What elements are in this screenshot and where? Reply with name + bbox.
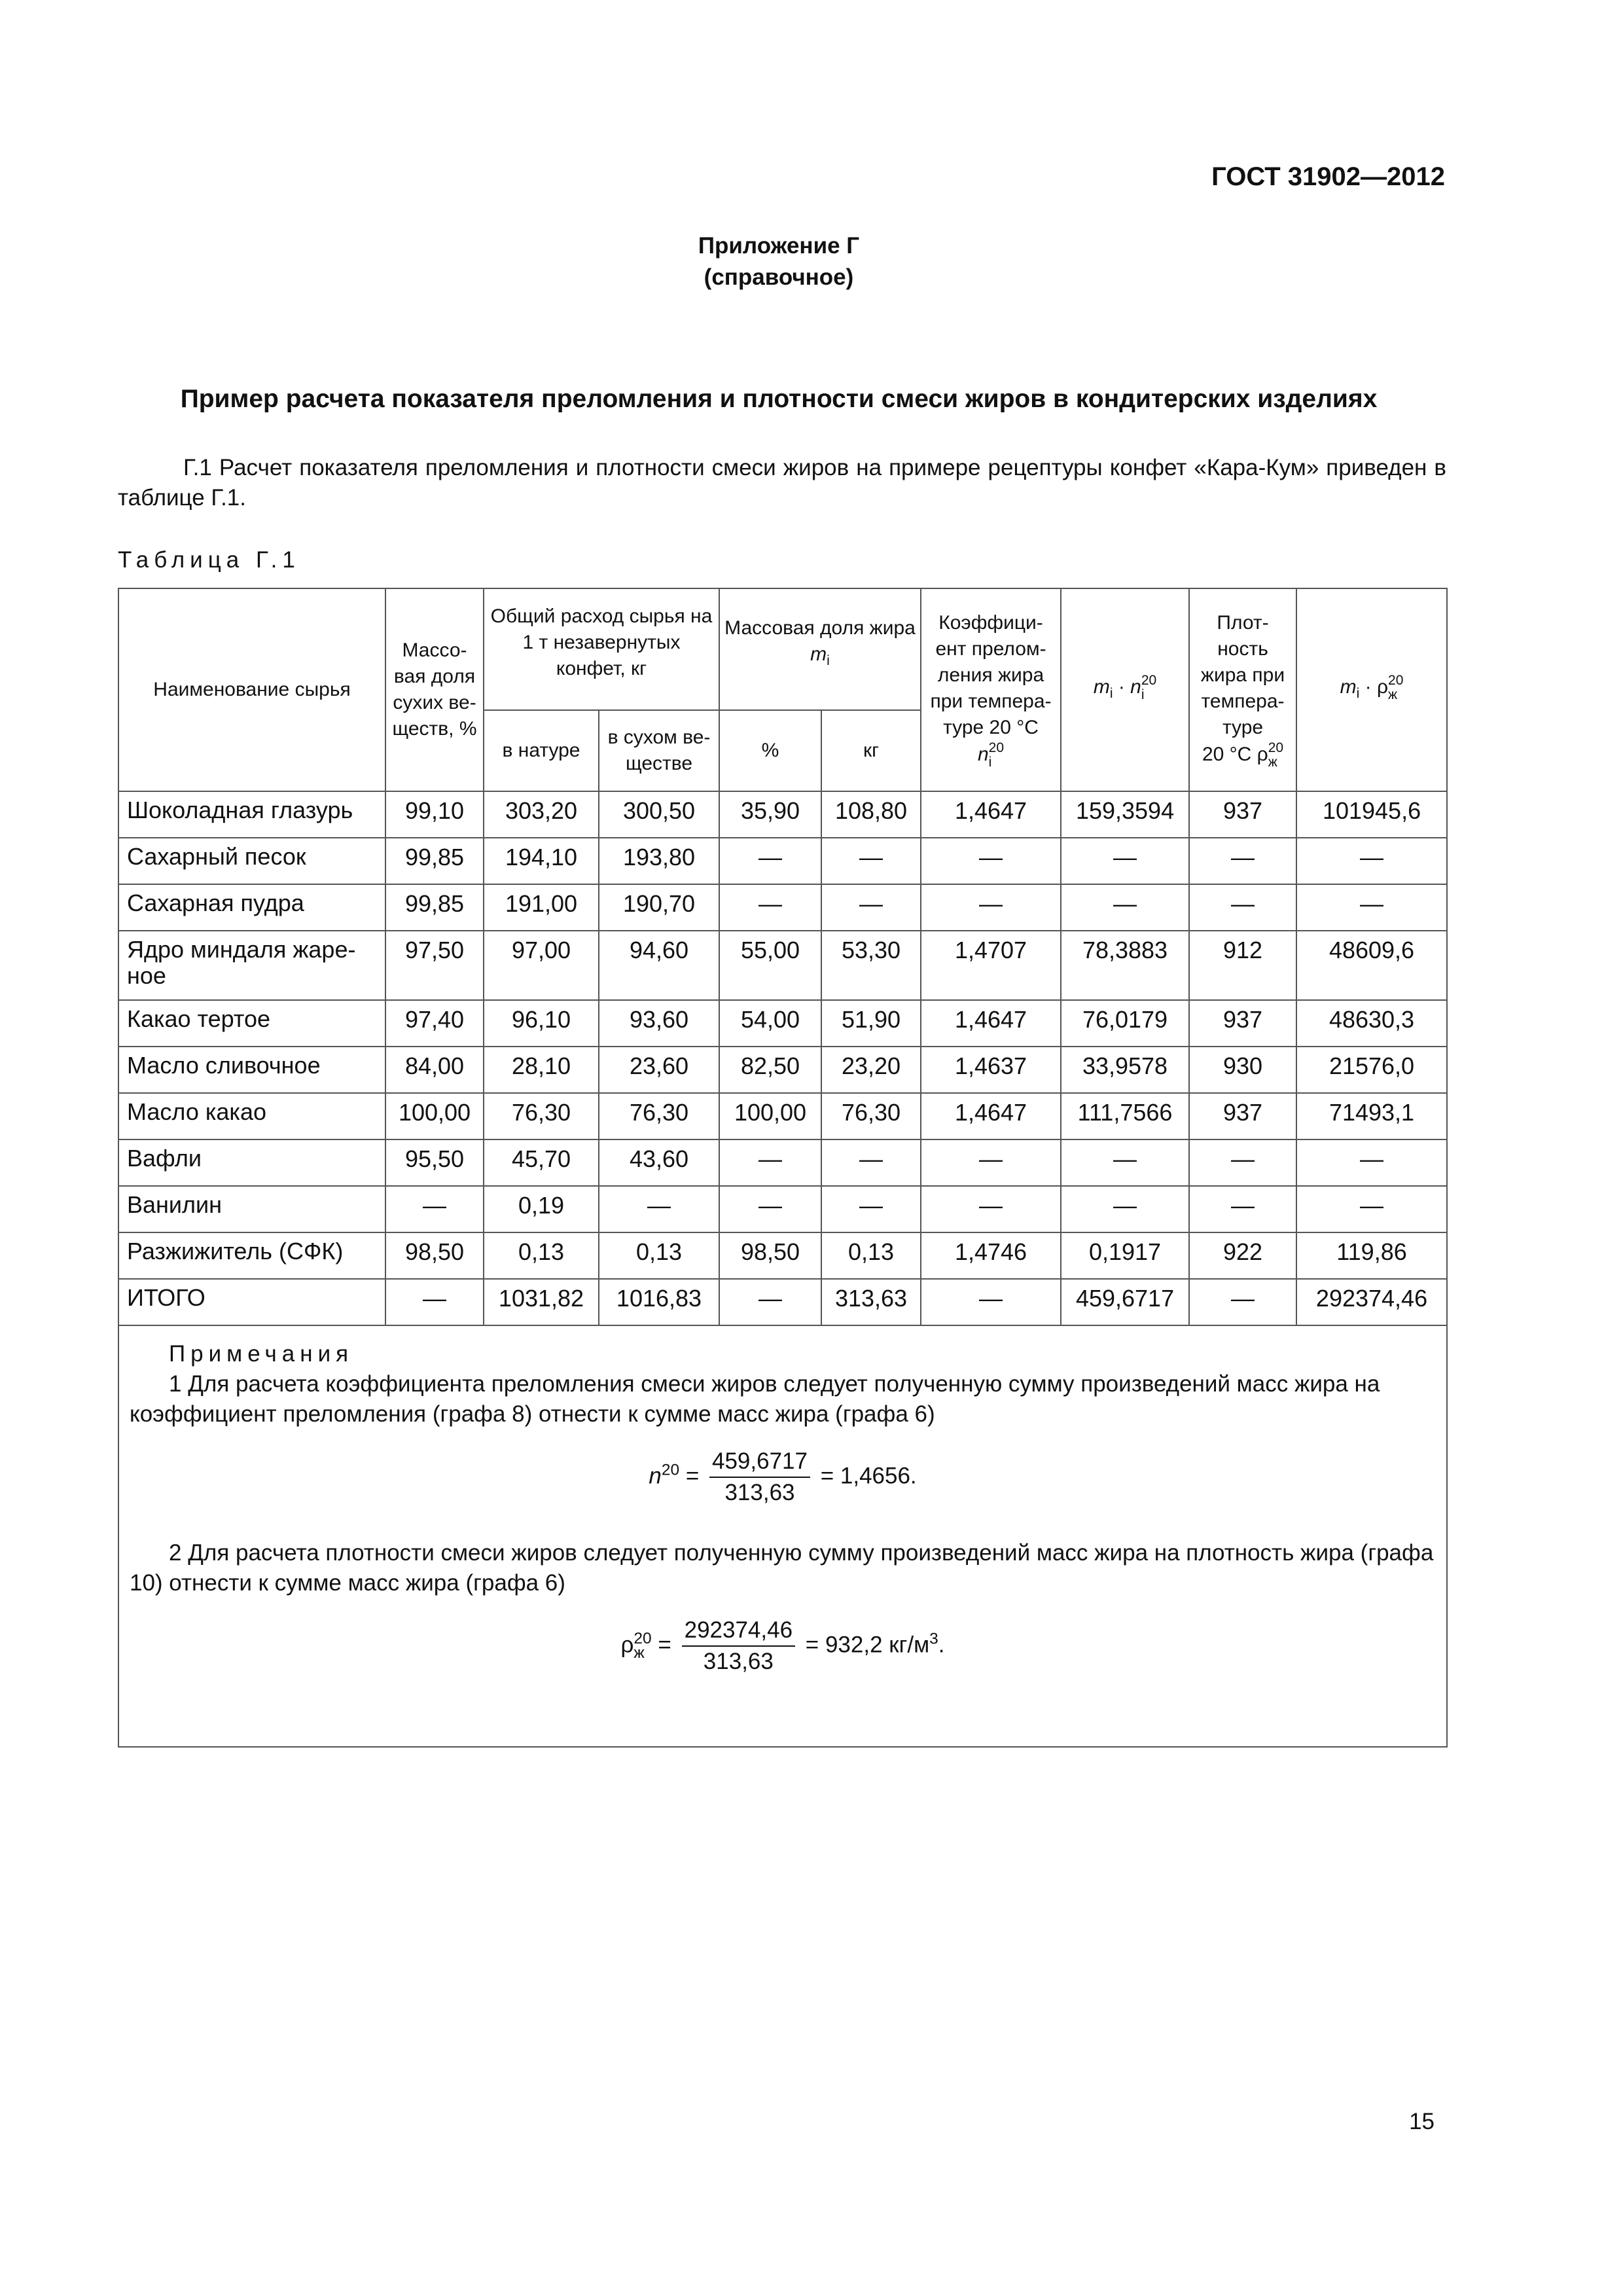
mrho-sup: 20: [1388, 672, 1404, 688]
mrho-m: m: [1340, 675, 1357, 698]
row-value-cell: —: [1189, 1279, 1296, 1325]
row-value-cell: —: [1296, 838, 1447, 884]
mrho-dot: ·: [1364, 675, 1372, 698]
row-value-cell: —: [821, 1139, 921, 1186]
row-value-cell: 33,9578: [1061, 1047, 1189, 1093]
row-value-cell: 912: [1189, 931, 1296, 1000]
mrho-rho: ρ: [1376, 675, 1389, 698]
density-sub: ж: [1268, 755, 1277, 770]
row-value-cell: 76,30: [821, 1093, 921, 1139]
row-value-cell: 1,4637: [921, 1047, 1061, 1093]
row-value-cell: 119,86: [1296, 1232, 1447, 1279]
f2-eq: =: [658, 1632, 671, 1658]
table-row: [118, 1186, 1447, 1232]
row-name-cell: Какао тертое: [118, 1000, 385, 1047]
row-value-cell: 292374,46: [1296, 1279, 1447, 1325]
f2-fraction: [682, 1615, 795, 1677]
row-value-cell: —: [1296, 884, 1447, 931]
row-value-cell: 100,00: [719, 1093, 821, 1139]
row-value-cell: 76,30: [599, 1093, 719, 1139]
f1-denominator: 313,63: [724, 1480, 795, 1505]
mn-n: n: [1130, 675, 1141, 698]
header-pct: %: [719, 710, 821, 791]
f2-indices: [633, 1632, 651, 1660]
row-value-cell: 194,10: [484, 838, 599, 884]
f2-numerator: 292374,46: [682, 1615, 795, 1647]
row-value-cell: —: [719, 884, 821, 931]
row-name-cell: ИТОГО: [118, 1279, 385, 1325]
table-row: [118, 1047, 1447, 1093]
row-value-cell: 78,3883: [1061, 931, 1189, 1000]
header-natural: в натуре: [484, 710, 599, 791]
table-row: [118, 791, 1447, 838]
annex-header: [0, 230, 1558, 293]
table-row: [118, 1139, 1447, 1186]
row-value-cell: 28,10: [484, 1047, 599, 1093]
row-value-cell: —: [821, 838, 921, 884]
row-value-cell: —: [719, 838, 821, 884]
row-value-cell: 459,6717: [1061, 1279, 1189, 1325]
header-name: Наименование сырья: [118, 588, 385, 791]
data-table: [118, 588, 1448, 1748]
header-total-usage: Общий расход сырья на 1 т незавернутых конфет, кг: [484, 588, 719, 710]
row-value-cell: 48609,6: [1296, 931, 1447, 1000]
row-value-cell: —: [1061, 1139, 1189, 1186]
row-value-cell: —: [921, 884, 1061, 931]
formula-density: [130, 1615, 1436, 1677]
f1-result: = 1,4656.: [820, 1463, 917, 1489]
row-value-cell: 0,13: [821, 1232, 921, 1279]
table-row: [118, 1093, 1447, 1139]
formula-refraction: [130, 1446, 1436, 1508]
f2-var: ρ: [620, 1632, 634, 1658]
table-row: [118, 884, 1447, 931]
row-value-cell: 108,80: [821, 791, 921, 838]
row-value-cell: 922: [1189, 1232, 1296, 1279]
row-name-cell: Разжижитель (СФК): [118, 1232, 385, 1279]
note-1: [130, 1369, 1436, 1429]
f2-denominator: 313,63: [703, 1649, 774, 1674]
row-value-cell: 71493,1: [1296, 1093, 1447, 1139]
row-value-cell: 96,10: [484, 1000, 599, 1047]
row-value-cell: 1,4707: [921, 931, 1061, 1000]
row-value-cell: —: [921, 838, 1061, 884]
row-value-cell: —: [921, 1139, 1061, 1186]
row-value-cell: —: [921, 1279, 1061, 1325]
f1-sup: 20: [661, 1461, 680, 1479]
header-fat-fraction: [719, 588, 921, 710]
row-value-cell: —: [719, 1139, 821, 1186]
row-value-cell: 191,00: [484, 884, 599, 931]
mn-m: m: [1093, 675, 1110, 698]
mn-m-sub: i: [1109, 685, 1113, 701]
row-value-cell: 930: [1189, 1047, 1296, 1093]
table-row: [118, 838, 1447, 884]
header-kg: кг: [821, 710, 921, 791]
row-value-cell: 23,60: [599, 1047, 719, 1093]
header-dry: в сухом ве-ществе: [599, 710, 719, 791]
row-value-cell: 94,60: [599, 931, 719, 1000]
row-value-cell: 193,80: [599, 838, 719, 884]
annex-title: Приложение Г: [698, 233, 860, 259]
row-name-cell: Ванилин: [118, 1186, 385, 1232]
row-value-cell: 21576,0: [1296, 1047, 1447, 1093]
row-value-cell: —: [821, 1186, 921, 1232]
row-name-cell: Масло сливочное: [118, 1047, 385, 1093]
row-value-cell: 82,50: [719, 1047, 821, 1093]
row-value-cell: 54,00: [719, 1000, 821, 1047]
row-value-cell: 0,13: [484, 1232, 599, 1279]
row-name-cell: Ядро миндаля жаре-ное: [118, 931, 385, 1000]
row-name-cell: Масло какао: [118, 1093, 385, 1139]
header-density: [1189, 588, 1296, 791]
row-value-cell: —: [719, 1279, 821, 1325]
row-value-cell: 300,50: [599, 791, 719, 838]
row-value-cell: —: [1296, 1186, 1447, 1232]
f2-end: .: [938, 1632, 945, 1658]
density-rho: ρ: [1257, 743, 1268, 765]
f1-fraction: [709, 1446, 810, 1508]
density-temp: 20 °С: [1202, 743, 1252, 765]
row-value-cell: —: [1061, 838, 1189, 884]
row-value-cell: 937: [1189, 1093, 1296, 1139]
mn-sup: 20: [1141, 672, 1157, 688]
row-value-cell: 1,4647: [921, 1000, 1061, 1047]
standard-number: ГОСТ 31902—2012: [1211, 162, 1445, 191]
row-value-cell: 190,70: [599, 884, 719, 931]
row-name-cell: Вафли: [118, 1139, 385, 1186]
row-value-cell: 45,70: [484, 1139, 599, 1186]
intro-paragraph: [118, 453, 1446, 513]
row-value-cell: 0,13: [599, 1232, 719, 1279]
row-value-cell: 1031,82: [484, 1279, 599, 1325]
row-value-cell: 43,60: [599, 1139, 719, 1186]
mrho-indices: [1388, 673, 1403, 702]
header-m-n: [1061, 588, 1189, 791]
note-2-text: 2 Для расчета плотности смеси жиров следует полученную сумму произведений масс жира на плотность жира (графа 10) отнести к сумме масс жира (графа 6): [130, 1540, 1434, 1596]
notes-title: Примечания: [169, 1341, 354, 1367]
row-value-cell: —: [599, 1186, 719, 1232]
mrho-m-sub: i: [1356, 685, 1360, 701]
row-value-cell: 53,30: [821, 931, 921, 1000]
row-value-cell: 303,20: [484, 791, 599, 838]
notes-cell: [118, 1325, 1447, 1747]
row-name-cell: Сахарный песок: [118, 838, 385, 884]
fat-sub: i: [827, 653, 830, 668]
row-value-cell: 937: [1189, 1000, 1296, 1047]
f1-eq: =: [685, 1463, 700, 1489]
row-value-cell: —: [1061, 1186, 1189, 1232]
row-name-cell: Шоколадная глазурь: [118, 791, 385, 838]
f2-sub: ж: [633, 1644, 645, 1662]
mn-n-sub: i: [1141, 687, 1145, 702]
refr-var: n: [977, 743, 989, 765]
header-dry-mass: Массо-вая доля сухих ве-ществ, %: [385, 588, 484, 791]
f1-numerator: 459,6717: [709, 1446, 810, 1478]
row-value-cell: 937: [1189, 791, 1296, 838]
row-value-cell: —: [1189, 884, 1296, 931]
fat-var: m: [810, 643, 827, 665]
note-1-text: 1 Для расчета коэффициента преломления смеси жиров следует полученную сумму произведений масс жира на коэффициент преломления (графа 8) отнести к сумме масс жира (графа 6): [130, 1371, 1380, 1427]
row-value-cell: 159,3594: [1061, 791, 1189, 838]
density-sup: 20: [1268, 740, 1284, 755]
row-value-cell: 99,85: [385, 884, 484, 931]
row-value-cell: —: [1296, 1139, 1447, 1186]
refr-sub: i: [988, 755, 992, 770]
f1-var: n: [649, 1463, 662, 1489]
row-value-cell: 55,00: [719, 931, 821, 1000]
header-fat-fraction-text: Массовая доля жира: [724, 617, 916, 639]
row-value-cell: 313,63: [821, 1279, 921, 1325]
f2-unit-sup: 3: [929, 1630, 938, 1648]
row-value-cell: 99,85: [385, 838, 484, 884]
row-value-cell: 51,90: [821, 1000, 921, 1047]
row-value-cell: 97,00: [484, 931, 599, 1000]
row-value-cell: —: [385, 1279, 484, 1325]
header-refraction-text: Коэффици-ент прелом-ления жира при темпера-туре 20 °С: [930, 612, 1052, 738]
table-row: [118, 1279, 1447, 1325]
note-2: [130, 1538, 1436, 1598]
intro-paragraph-text: Г.1 Расчет показателя преломления и плотности смеси жиров на примере рецептуры конфет «Кара-Кум» приведен в таблице Г.1.: [118, 455, 1446, 511]
row-value-cell: 0,19: [484, 1186, 599, 1232]
row-value-cell: —: [385, 1186, 484, 1232]
row-value-cell: 76,30: [484, 1093, 599, 1139]
row-value-cell: —: [1061, 884, 1189, 931]
table-body: [118, 791, 1447, 1325]
row-value-cell: —: [719, 1186, 821, 1232]
table-row: [118, 1232, 1447, 1279]
page-heading: Пример расчета показателя преломления и плотности смеси жиров в кондитерских изделиях: [180, 385, 1378, 413]
table-caption: Таблица Г.1: [118, 547, 300, 573]
row-name-cell: Сахарная пудра: [118, 884, 385, 931]
row-value-cell: 99,10: [385, 791, 484, 838]
row-value-cell: 1,4746: [921, 1232, 1061, 1279]
row-value-cell: —: [1189, 1186, 1296, 1232]
row-value-cell: 76,0179: [1061, 1000, 1189, 1047]
row-value-cell: 101945,6: [1296, 791, 1447, 838]
header-density-text: Плот-ность жира при темпера-туре: [1200, 612, 1285, 738]
row-value-cell: 111,7566: [1061, 1093, 1189, 1139]
density-indices: [1268, 741, 1283, 770]
row-value-cell: 98,50: [719, 1232, 821, 1279]
row-value-cell: 95,50: [385, 1139, 484, 1186]
row-value-cell: 1016,83: [599, 1279, 719, 1325]
row-value-cell: —: [921, 1186, 1061, 1232]
row-value-cell: —: [1189, 1139, 1296, 1186]
row-value-cell: 23,20: [821, 1047, 921, 1093]
refr-sup: 20: [988, 740, 1005, 755]
header-refraction: [921, 588, 1061, 791]
row-value-cell: 35,90: [719, 791, 821, 838]
annex-type: (справочное): [704, 264, 854, 290]
row-value-cell: —: [821, 884, 921, 931]
row-value-cell: 97,40: [385, 1000, 484, 1047]
row-value-cell: 84,00: [385, 1047, 484, 1093]
table-row: [118, 931, 1447, 1000]
f2-result: = 932,2 кг/м: [805, 1632, 930, 1658]
mn-indices: [1141, 673, 1156, 702]
refr-indices: [989, 741, 1004, 770]
row-value-cell: 97,50: [385, 931, 484, 1000]
row-value-cell: 98,50: [385, 1232, 484, 1279]
row-value-cell: 93,60: [599, 1000, 719, 1047]
row-value-cell: 100,00: [385, 1093, 484, 1139]
f2-sup: 20: [633, 1630, 652, 1647]
row-value-cell: —: [1189, 838, 1296, 884]
page-number: 15: [1409, 2109, 1435, 2134]
row-value-cell: 1,4647: [921, 1093, 1061, 1139]
row-value-cell: 48630,3: [1296, 1000, 1447, 1047]
table-row: [118, 1000, 1447, 1047]
header-m-rho: [1296, 588, 1447, 791]
row-value-cell: 1,4647: [921, 791, 1061, 838]
row-value-cell: 0,1917: [1061, 1232, 1189, 1279]
mrho-sub: ж: [1388, 687, 1398, 702]
mn-dot: ·: [1118, 675, 1125, 698]
